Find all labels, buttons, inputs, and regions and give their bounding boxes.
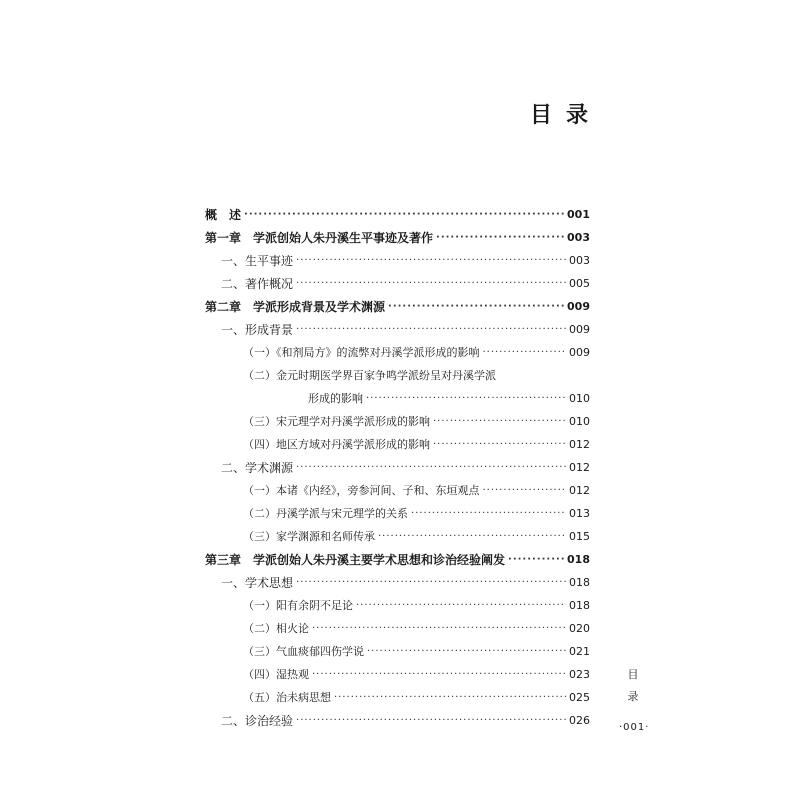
- toc-chapter-entry[interactable]: [205, 295, 590, 315]
- leader-dots: [244, 207, 564, 223]
- leader-dots: [366, 391, 566, 407]
- leader-dots: [296, 575, 566, 591]
- toc-subsection-entry[interactable]: [205, 663, 590, 683]
- toc-entry-page: 009: [567, 300, 590, 313]
- toc-entry-page: 013: [569, 507, 590, 520]
- toc-chapter-entry[interactable]: [205, 226, 590, 246]
- toc-entry-title: （一）《和剂局方》的流弊对丹溪学派形成的影响: [243, 346, 480, 359]
- leader-dots: [483, 345, 567, 361]
- leader-dots: [312, 667, 566, 683]
- toc-entry-page: 005: [569, 277, 590, 290]
- leader-dots: [312, 621, 566, 637]
- toc-section-entry[interactable]: [205, 709, 590, 729]
- toc-entry-title: （三）宋元理学对丹溪学派形成的影响: [243, 415, 430, 428]
- toc-entry-page: 003: [567, 231, 590, 244]
- toc-entry-title: 形成的影响: [308, 392, 363, 405]
- toc-entry-title: 第二章 学派形成背景及学术渊源: [205, 300, 386, 314]
- toc-entry-page: 018: [569, 576, 590, 589]
- toc-entry-page: 023: [569, 668, 590, 681]
- toc-subsection-entry[interactable]: [205, 410, 590, 430]
- toc-entry-title: （二）丹溪学派与宋元理学的关系: [243, 507, 408, 520]
- toc-entry-title: （四）地区方域对丹溪学派形成的影响: [243, 438, 430, 451]
- toc-entry-title: （二）相火论: [243, 622, 309, 635]
- toc-subsection-entry[interactable]: [205, 364, 590, 384]
- toc-section-entry[interactable]: [205, 318, 590, 338]
- toc-entry-page: 020: [569, 622, 590, 635]
- toc-entry-page: 012: [569, 438, 590, 451]
- toc-section-entry[interactable]: [205, 456, 590, 476]
- toc-entry-title: （三）家学渊源和名师传承: [243, 530, 375, 543]
- leader-dots: [334, 690, 566, 706]
- leader-dots: [433, 437, 566, 453]
- leader-dots: [296, 322, 566, 338]
- leader-dots: [296, 253, 566, 269]
- toc-subsection-entry[interactable]: [205, 479, 590, 499]
- toc-entry-title: 概 述: [205, 208, 242, 222]
- leader-dots: [296, 276, 566, 292]
- toc-entry-page: 010: [569, 392, 590, 405]
- toc-section-entry[interactable]: [205, 272, 590, 292]
- leader-dots: [508, 552, 564, 568]
- toc-entry-title: 一、生平事迹: [221, 254, 294, 268]
- toc-entry-title: （二）金元时期医学界百家争鸣学派纷呈对丹溪学派: [243, 369, 496, 382]
- toc-entry-page: 010: [569, 415, 590, 428]
- toc-subsection-entry[interactable]: [205, 686, 590, 706]
- page-number: ·001·: [619, 722, 650, 733]
- toc-subsection-entry[interactable]: [205, 502, 590, 522]
- leader-dots: [411, 506, 566, 522]
- leader-dots: [388, 299, 564, 315]
- leader-dots: [378, 529, 566, 545]
- toc-section-entry[interactable]: [205, 571, 590, 591]
- toc-subsection-entry[interactable]: [205, 525, 590, 545]
- toc-entry-page: 001: [567, 208, 590, 221]
- toc-entry-title: 第一章 学派创始人朱丹溪生平事迹及著作: [205, 231, 434, 245]
- toc-subsection-entry[interactable]: [205, 341, 590, 361]
- toc-entry-title: （四）湿热观: [243, 668, 309, 681]
- toc-entry-title: 二、学术渊源: [221, 461, 294, 475]
- toc-entry-page: 018: [567, 553, 590, 566]
- leader-dots: [296, 713, 566, 729]
- toc-entry-title: （一）本诸《内经》，旁参河间、子和、东垣观点: [243, 484, 480, 497]
- toc-entry-page: 012: [569, 484, 590, 497]
- toc-entry-title: 第三章 学派创始人朱丹溪主要学术思想和诊治经验阐发: [205, 553, 506, 567]
- running-head: 目录: [627, 668, 639, 703]
- toc-subsection-entry[interactable]: [205, 433, 590, 453]
- toc-entry-title: （五）治未病思想: [243, 691, 331, 704]
- toc-entry-page: 026: [569, 714, 590, 727]
- leader-dots: [433, 414, 566, 430]
- toc-entry-page: 009: [569, 323, 590, 336]
- page-title: 目录: [530, 102, 603, 128]
- toc-subsection-entry[interactable]: [205, 617, 590, 637]
- toc-entry-title: （三）气血痰郁四伤学说: [243, 645, 364, 658]
- leader-dots: [296, 460, 566, 476]
- toc-entry[interactable]: [205, 203, 590, 223]
- toc-entry-page: 009: [569, 346, 590, 359]
- toc-entry-page: 003: [569, 254, 590, 267]
- toc-subsection-entry[interactable]: [205, 594, 590, 614]
- toc-entry-page: 021: [569, 645, 590, 658]
- toc-entry-title: 一、学术思想: [221, 576, 294, 590]
- toc-entry-page: 025: [569, 691, 590, 704]
- toc-entry-title: 一、形成背景: [221, 323, 294, 337]
- toc-entry-title: 二、诊治经验: [221, 714, 294, 728]
- toc-entry-page: 012: [569, 461, 590, 474]
- toc-section-entry[interactable]: [205, 249, 590, 269]
- toc-chapter-entry[interactable]: [205, 548, 590, 568]
- leader-dots: [436, 230, 564, 246]
- leader-dots: [356, 598, 566, 614]
- toc-subsection-entry[interactable]: [205, 640, 590, 660]
- toc-entry-title: 二、著作概况: [221, 277, 294, 291]
- leader-dots: [483, 483, 567, 499]
- toc-entry-title: （一）阳有余阴不足论: [243, 599, 353, 612]
- toc-entry-page: 015: [569, 530, 590, 543]
- leader-dots: [367, 644, 566, 660]
- toc-entry-page: 018: [569, 599, 590, 612]
- toc-subsection-continuation[interactable]: [205, 387, 590, 407]
